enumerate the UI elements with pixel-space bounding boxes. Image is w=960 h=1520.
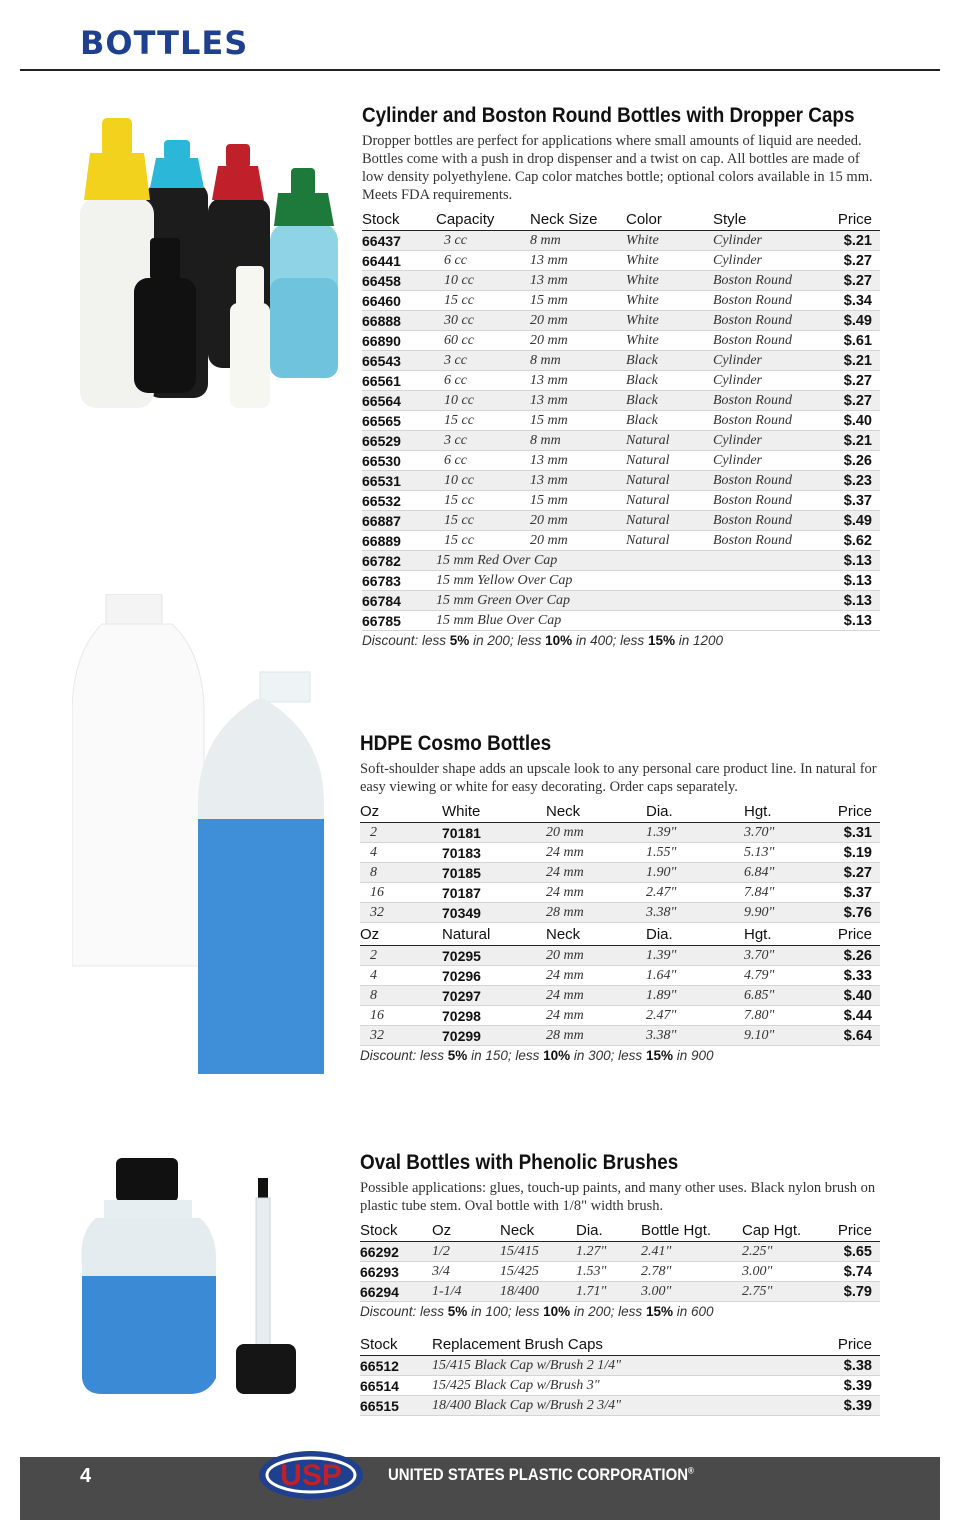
oval-section [360, 1151, 880, 1416]
table-cell: 70185 [442, 863, 546, 883]
table-cell: 66529 [362, 431, 436, 451]
table-row [362, 351, 880, 371]
table-cell: Cylinder [713, 351, 825, 371]
table-row [360, 903, 880, 923]
table-cell: 32 [360, 903, 442, 923]
table-cell: 66890 [362, 331, 436, 351]
table-cell: 15 mm Green Over Cap [436, 591, 825, 611]
table-cell: Boston Round [713, 271, 825, 291]
dropper-table [362, 208, 880, 631]
table-cell: Boston Round [713, 391, 825, 411]
usp-logo [256, 1445, 366, 1501]
table-cell: 13 mm [530, 251, 626, 271]
table-cell: 6.84" [744, 863, 834, 883]
header-rule [20, 69, 940, 71]
table-cell: 20 mm [530, 511, 626, 531]
column-header: Oz [360, 923, 442, 946]
table-cell: 15 mm Yellow Over Cap [436, 571, 825, 591]
table-row [360, 883, 880, 903]
table-cell: 2.47" [646, 883, 744, 903]
table-row [362, 531, 880, 551]
table-cell: 66785 [362, 611, 436, 631]
table-cell: 66514 [360, 1376, 432, 1396]
oval-bottles-photo [78, 1158, 338, 1398]
footer-bar [20, 1457, 940, 1520]
page-title: BOTTLES [80, 24, 249, 62]
table-cell: 2.78" [641, 1262, 742, 1282]
table-cell: $.26 [834, 946, 880, 966]
table-cell: 15 cc [436, 291, 530, 311]
cosmo-natural-body [360, 946, 880, 1046]
table-cell: 3 cc [436, 431, 530, 451]
table-row [362, 611, 880, 631]
section-description: Soft-shoulder shape adds an upscale look to any personal care product line. In natural for easy viewing or white for easy decorating. Order caps separately. [360, 761, 877, 795]
column-header: Price [825, 208, 880, 231]
table-cell: Cylinder [713, 431, 825, 451]
table-cell: 15 cc [436, 411, 530, 431]
table-row [362, 551, 880, 571]
table-cell: 18/400 Black Cap w/Brush 2 3/4" [432, 1396, 772, 1416]
table-cell: 1.71" [576, 1282, 641, 1302]
table-cell: 2 [360, 823, 442, 843]
section-title: Cylinder and Boston Round Bottles with Dropper Caps [362, 104, 855, 127]
table-cell: 3.70" [744, 946, 834, 966]
table-cell: 20 mm [530, 311, 626, 331]
column-header: Dia. [576, 1219, 641, 1242]
column-header: Price [822, 1219, 880, 1242]
table-cell: 15 mm Blue Over Cap [436, 611, 825, 631]
table-row [362, 251, 880, 271]
section-title: Oval Bottles with Phenolic Brushes [360, 1151, 679, 1174]
table-row [360, 1262, 880, 1282]
table-cell: 66543 [362, 351, 436, 371]
table-cell: 66437 [362, 231, 436, 251]
table-cell: 70295 [442, 946, 546, 966]
table-cell: 1.90" [646, 863, 744, 883]
table-row [360, 946, 880, 966]
table-cell: White [626, 291, 713, 311]
table-cell: 66530 [362, 451, 436, 471]
table-cell: 8 mm [530, 351, 626, 371]
table-cell: Natural [626, 471, 713, 491]
table-cell: 5.13" [744, 843, 834, 863]
table-cell: 66512 [360, 1356, 432, 1376]
table-cell: Cylinder [713, 231, 825, 251]
table-header-row [360, 800, 880, 823]
discount-note: Discount: less 5% in 200; less 10% in 400; less 15% in 1200 [362, 633, 724, 648]
table-cell: 3.00" [742, 1262, 822, 1282]
table-cell: 66564 [362, 391, 436, 411]
table-cell: 28 mm [546, 903, 646, 923]
table-row [362, 291, 880, 311]
table-row [360, 1242, 880, 1262]
table-cell: 2 [360, 946, 442, 966]
table-cell: 2.41" [641, 1242, 742, 1262]
table-cell: 8 mm [530, 431, 626, 451]
table-cell: $.21 [825, 231, 880, 251]
table-cell: 20 mm [530, 531, 626, 551]
table-cell: White [626, 311, 713, 331]
column-header: Natural [442, 923, 546, 946]
table-cell: Boston Round [713, 531, 825, 551]
table-cell: 66441 [362, 251, 436, 271]
discount-note: Discount: less 5% in 100; less 10% in 200; less 15% in 600 [360, 1304, 714, 1319]
table-cell: 3.70" [744, 823, 834, 843]
table-cell: $.13 [825, 591, 880, 611]
table-cell: 7.80" [744, 1006, 834, 1026]
table-cell: 24 mm [546, 966, 646, 986]
column-header: Stock [362, 208, 436, 231]
table-cell: 10 cc [436, 271, 530, 291]
table-cell: $.65 [822, 1242, 880, 1262]
table-cell: 16 [360, 883, 442, 903]
column-header: Oz [432, 1219, 500, 1242]
table-cell: 10 cc [436, 471, 530, 491]
table-row [360, 1026, 880, 1046]
table-cell: Boston Round [713, 471, 825, 491]
table-cell: Boston Round [713, 511, 825, 531]
table-cell: White [626, 271, 713, 291]
dropper-bottles-photo [78, 108, 348, 413]
table-cell: $.21 [825, 351, 880, 371]
table-row [360, 1282, 880, 1302]
table-row [360, 986, 880, 1006]
table-cell: 15 mm [530, 411, 626, 431]
table-cell: $.37 [834, 883, 880, 903]
table-cell: $.40 [834, 986, 880, 1006]
table-cell: $.23 [825, 471, 880, 491]
table-row [360, 1006, 880, 1026]
table-row [362, 471, 880, 491]
table-row [362, 231, 880, 251]
table-cell: 66531 [362, 471, 436, 491]
table-cell: 66460 [362, 291, 436, 311]
table-row [362, 411, 880, 431]
section-title: HDPE Cosmo Bottles [360, 732, 552, 755]
table-cell: $.13 [825, 611, 880, 631]
table-cell: $.26 [825, 451, 880, 471]
dropper-table-body [362, 231, 880, 631]
table-cell: 18/400 [500, 1282, 576, 1302]
table-cell: 70183 [442, 843, 546, 863]
table-cell: $.31 [834, 823, 880, 843]
table-cell: 15 cc [436, 511, 530, 531]
table-cell: Natural [626, 451, 713, 471]
table-cell: $.19 [834, 843, 880, 863]
table-row [360, 1356, 880, 1376]
table-cell: $.61 [825, 331, 880, 351]
table-row [362, 431, 880, 451]
table-cell: Boston Round [713, 491, 825, 511]
table-cell: 1.27" [576, 1242, 641, 1262]
table-cell: 15 mm [530, 291, 626, 311]
table-cell: $.76 [834, 903, 880, 923]
table-row [362, 511, 880, 531]
table-cell: Natural [626, 511, 713, 531]
table-cell: 24 mm [546, 883, 646, 903]
section-description: Possible applications: glues, touch-up paints, and many other uses. Black nylon brush on plastic tube stem. Oval bottle with 1/8" width brush. [360, 1180, 876, 1214]
table-cell: Boston Round [713, 311, 825, 331]
table-cell: 20 mm [546, 946, 646, 966]
table-cell: 1-1/4 [432, 1282, 500, 1302]
table-cell: $.27 [825, 271, 880, 291]
table-cell: Black [626, 351, 713, 371]
table-cell: 24 mm [546, 1006, 646, 1026]
column-header: Price [772, 1333, 880, 1356]
table-cell: 4 [360, 966, 442, 986]
table-cell: $.21 [825, 431, 880, 451]
oval-table [360, 1219, 880, 1302]
table-cell: 2.25" [742, 1242, 822, 1262]
table-row [360, 1396, 880, 1416]
table-cell: 66782 [362, 551, 436, 571]
table-cell: 20 mm [546, 823, 646, 843]
table-cell: 3.38" [646, 1026, 744, 1046]
table-header-row [360, 1219, 880, 1242]
table-cell: 3/4 [432, 1262, 500, 1282]
table-cell: 4 [360, 843, 442, 863]
table-row [362, 331, 880, 351]
table-cell: 20 mm [530, 331, 626, 351]
table-cell: 66888 [362, 311, 436, 331]
table-row [360, 863, 880, 883]
table-cell: $.27 [834, 863, 880, 883]
table-cell: $.13 [825, 571, 880, 591]
table-cell: 15 cc [436, 491, 530, 511]
table-cell: 1/2 [432, 1242, 500, 1262]
table-cell: 70298 [442, 1006, 546, 1026]
table-row [360, 966, 880, 986]
table-cell: 16 [360, 1006, 442, 1026]
table-cell: 15/425 Black Cap w/Brush 3" [432, 1376, 772, 1396]
table-cell: 2.47" [646, 1006, 744, 1026]
column-header: Capacity [436, 208, 530, 231]
cosmo-white-body [360, 823, 880, 923]
page-number: 4 [80, 1465, 92, 1487]
table-row [362, 571, 880, 591]
table-cell: Cylinder [713, 371, 825, 391]
table-cell: Boston Round [713, 331, 825, 351]
column-header: Hgt. [744, 800, 834, 823]
table-cell: Cylinder [713, 251, 825, 271]
table-cell: 70296 [442, 966, 546, 986]
cosmo-bottles-photo [72, 594, 332, 1082]
table-cell: 66458 [362, 271, 436, 291]
table-cell: $.27 [825, 391, 880, 411]
table-row [362, 451, 880, 471]
table-cell: 15 mm [530, 491, 626, 511]
table-cell: 1.39" [646, 946, 744, 966]
discount-note: Discount: less 5% in 150; less 10% in 300; less 15% in 900 [360, 1048, 714, 1063]
column-header: White [442, 800, 546, 823]
table-cell: $.64 [834, 1026, 880, 1046]
table-cell: 2.75" [742, 1282, 822, 1302]
cosmo-section [360, 732, 880, 1063]
table-cell: 6.85" [744, 986, 834, 1006]
table-cell: 32 [360, 1026, 442, 1046]
table-cell: 4.79" [744, 966, 834, 986]
table-row [360, 823, 880, 843]
table-row [362, 371, 880, 391]
table-row [362, 591, 880, 611]
table-cell: $.13 [825, 551, 880, 571]
table-cell: 8 [360, 863, 442, 883]
column-header: Dia. [646, 923, 744, 946]
section-description: Dropper bottles are perfect for applications where small amounts of liquid are needed. Bottles come with a push in drop dispenser and a twist on cap. All bottles are made of low density polyethylene. Cap color matches bottle; optional colors available in 15 mm. Meets FDA requirements. [362, 133, 873, 203]
table-cell: 13 mm [530, 451, 626, 471]
table-row [360, 843, 880, 863]
table-cell: 15 cc [436, 531, 530, 551]
table-cell: 3.00" [641, 1282, 742, 1302]
table-cell: $.39 [772, 1376, 880, 1396]
table-cell: $.27 [825, 251, 880, 271]
table-cell: 66292 [360, 1242, 432, 1262]
table-cell: 3.38" [646, 903, 744, 923]
table-cell: $.27 [825, 371, 880, 391]
table-cell: 1.55" [646, 843, 744, 863]
column-header: Cap Hgt. [742, 1219, 822, 1242]
table-cell: $.38 [772, 1356, 880, 1376]
table-cell: 60 cc [436, 331, 530, 351]
dropper-section [362, 104, 880, 648]
table-cell: Boston Round [713, 291, 825, 311]
table-cell: 6 cc [436, 451, 530, 471]
table-cell: 1.39" [646, 823, 744, 843]
company-name: UNITED STATES PLASTIC CORPORATION® [388, 1465, 694, 1484]
table-cell: Natural [626, 491, 713, 511]
table-cell: 66784 [362, 591, 436, 611]
table-cell: $.39 [772, 1396, 880, 1416]
table-row [362, 391, 880, 411]
table-cell: $.49 [825, 311, 880, 331]
table-cell: 13 mm [530, 271, 626, 291]
table-cell: 15/425 [500, 1262, 576, 1282]
table-cell: 1.53" [576, 1262, 641, 1282]
table-cell: 70181 [442, 823, 546, 843]
table-cell: 3 cc [436, 351, 530, 371]
table-cell: 70297 [442, 986, 546, 1006]
table-cell: 66887 [362, 511, 436, 531]
table-cell: 24 mm [546, 986, 646, 1006]
column-header: Dia. [646, 800, 744, 823]
table-cell: $.37 [825, 491, 880, 511]
column-header: Color [626, 208, 713, 231]
table-cell: White [626, 251, 713, 271]
table-cell: 1.89" [646, 986, 744, 1006]
table-cell: 30 cc [436, 311, 530, 331]
table-cell: 66293 [360, 1262, 432, 1282]
table-cell: 15/415 [500, 1242, 576, 1262]
table-cell: 15/415 Black Cap w/Brush 2 1/4" [432, 1356, 772, 1376]
brush-cap-table [360, 1333, 880, 1416]
table-cell: 10 cc [436, 391, 530, 411]
table-cell: Natural [626, 531, 713, 551]
table-cell: 66294 [360, 1282, 432, 1302]
column-header: Price [834, 923, 880, 946]
table-cell: 24 mm [546, 843, 646, 863]
table-cell: White [626, 231, 713, 251]
table-cell: 9.90" [744, 903, 834, 923]
brush-table-body [360, 1356, 880, 1416]
table-cell: 6 cc [436, 251, 530, 271]
table-cell: 9.10" [744, 1026, 834, 1046]
column-header: Replacement Brush Caps [432, 1333, 772, 1356]
column-header: Neck Size [530, 208, 626, 231]
table-cell: 6 cc [436, 371, 530, 391]
table-cell: 8 [360, 986, 442, 1006]
column-header: Stock [360, 1333, 432, 1356]
table-cell: 70299 [442, 1026, 546, 1046]
table-row [362, 271, 880, 291]
table-cell: Natural [626, 431, 713, 451]
table-cell: 13 mm [530, 371, 626, 391]
oval-table-body [360, 1242, 880, 1302]
table-cell: $.74 [822, 1262, 880, 1282]
svg-text:USP: USP [280, 1459, 342, 1492]
table-cell: 66532 [362, 491, 436, 511]
table-cell: Boston Round [713, 411, 825, 431]
column-header: Hgt. [744, 923, 834, 946]
table-header-row [362, 208, 880, 231]
table-cell: $.79 [822, 1282, 880, 1302]
table-row [362, 311, 880, 331]
column-header: Bottle Hgt. [641, 1219, 742, 1242]
table-cell: 70349 [442, 903, 546, 923]
table-row [362, 491, 880, 511]
column-header: Neck [546, 800, 646, 823]
table-cell: $.62 [825, 531, 880, 551]
table-cell: $.44 [834, 1006, 880, 1026]
table-cell: 66515 [360, 1396, 432, 1416]
table-header-row [360, 1333, 880, 1356]
table-cell: 66783 [362, 571, 436, 591]
column-header: Oz [360, 800, 442, 823]
table-cell: 15 mm Red Over Cap [436, 551, 825, 571]
column-header: Neck [500, 1219, 576, 1242]
table-cell: Cylinder [713, 451, 825, 471]
table-cell: 1.64" [646, 966, 744, 986]
table-cell: $.49 [825, 511, 880, 531]
table-cell: 3 cc [436, 231, 530, 251]
column-header: Style [713, 208, 825, 231]
column-header: Stock [360, 1219, 432, 1242]
table-cell: 28 mm [546, 1026, 646, 1046]
table-cell: $.33 [834, 966, 880, 986]
table-cell: 13 mm [530, 471, 626, 491]
table-cell: 13 mm [530, 391, 626, 411]
table-cell: 66561 [362, 371, 436, 391]
table-cell: 66565 [362, 411, 436, 431]
table-cell: 8 mm [530, 231, 626, 251]
cosmo-table [360, 800, 880, 1046]
column-header: Price [834, 800, 880, 823]
table-cell: White [626, 331, 713, 351]
table-cell: $.40 [825, 411, 880, 431]
table-cell: 24 mm [546, 863, 646, 883]
column-header: Neck [546, 923, 646, 946]
table-header-row [360, 923, 880, 946]
table-cell: 70187 [442, 883, 546, 903]
table-cell: Black [626, 391, 713, 411]
table-cell: Black [626, 371, 713, 391]
table-cell: 66889 [362, 531, 436, 551]
table-row [360, 1376, 880, 1396]
table-cell: $.34 [825, 291, 880, 311]
table-cell: Black [626, 411, 713, 431]
table-cell: 7.84" [744, 883, 834, 903]
